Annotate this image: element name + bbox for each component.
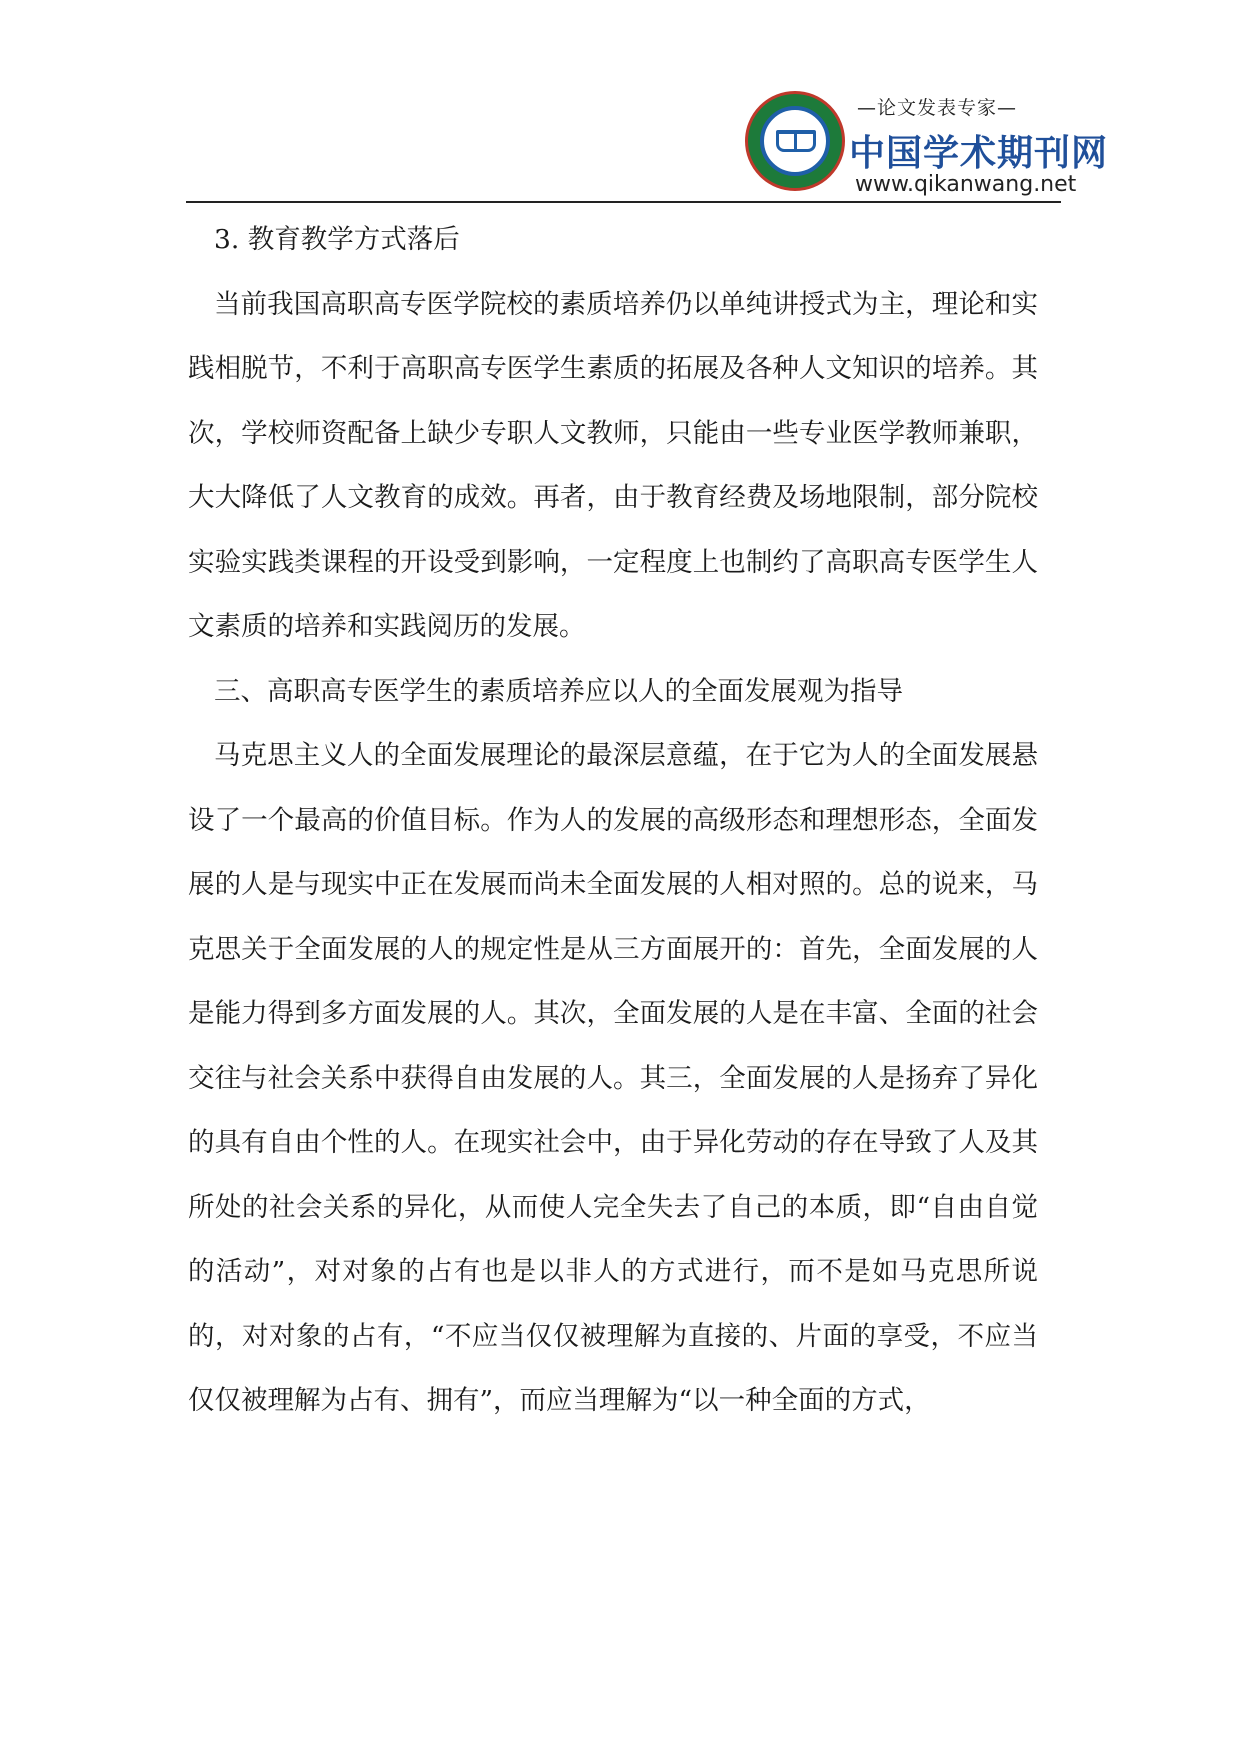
document-body — [188, 208, 1038, 1434]
paragraph: 当前我国高职高专医学院校的素质培养仍以单纯讲授式为主，理论和实践相脱节，不利于高职高专医学生素质的拓展及各种人文知识的培养。其次，学校师资配备上缺少专职人文教师，只能由一些专业医学教师兼职，大大降低了人文教育的成效。再者，由于教育经费及场地限制，部分院校实验实践类课程的开设受到影响，一定程度上也制约了高职高专医学生人文素质的培养和实践阅历的发展。 — [188, 288, 1038, 642]
header-website: www.qikanwang.net — [855, 172, 1077, 197]
header-brand: 中国学术期刊网 — [849, 133, 1109, 174]
page-header — [745, 85, 1109, 203]
book-icon — [776, 130, 816, 152]
paragraph: 马克思主义人的全面发展理论的最深层意蕴，在于它为人的全面发展悬设了一个最高的价值目标。作为人的发展的高级形态和理想形态，全面发展的人是与现实中正在发展而尚未全面发展的人相对照的。总的说来，马克思关于全面发展的人的规定性是从三方面展开的：首先，全面发展的人是能力得到多方面发展的人。其次，全面发展的人是在丰富、全面的社会交往与社会关系中获得自由发展的人。其三，全面发展的人是扬弃了异化的具有自由个性的人。在现实社会中，由于异化劳动的存在导致了人及其所处的社会关系的异化，从而使人完全失去了自己的本质，即“自由自觉的活动”，对对象的占有也是以非人的方式进行，而不是如马克思所说的，对对象的占有，“不应当仅仅被理解为直接的、片面的享受，不应当仅仅被理解为占有、拥有”，而应当理解为“以一种全面的方式， — [188, 740, 1038, 1416]
section-heading: 三、高职高专医学生的素质培养应以人的全面发展观为指导 — [214, 675, 903, 707]
header-slogan: —论文发表专家— — [857, 97, 1018, 119]
header-divider — [186, 201, 1061, 203]
qikanwang-seal-logo — [745, 91, 845, 191]
subheading: 3. 教育教学方式落后 — [214, 224, 460, 255]
